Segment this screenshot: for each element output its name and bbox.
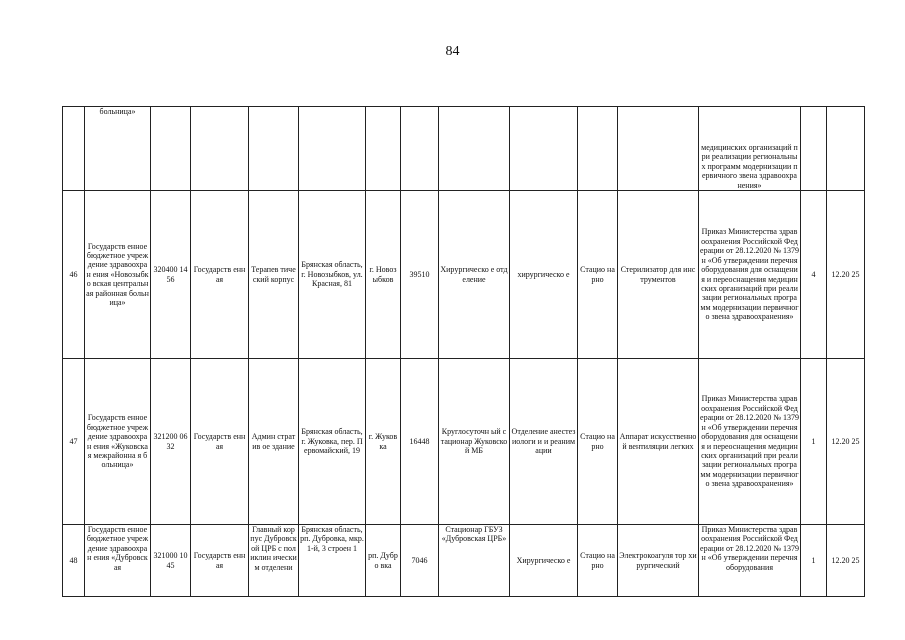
cell-ownership: Государств енная: [191, 191, 249, 359]
cell-city: [366, 107, 401, 191]
cell-form: Стацио нарно: [578, 191, 618, 359]
cell-ownership: [191, 107, 249, 191]
cell-building: Админ стратив ое здание: [249, 359, 299, 525]
cell-department: [439, 107, 510, 191]
cell-equipment: Стерилизатор для инструментов: [618, 191, 699, 359]
cell-building: [249, 107, 299, 191]
cell-code: 321200 0632: [151, 359, 191, 525]
cell-org: Государств енное бюджетное учреждение здравоохран ения «Жуковская межрайонна я больница»: [85, 359, 151, 525]
cell-date: 12.20 25: [827, 359, 865, 525]
cell-city: рп. Дубро вка: [366, 525, 401, 597]
cell-address: Брянская область, г. Жуковка, пер. Первомайский, 19: [299, 359, 366, 525]
cell-okato: [401, 107, 439, 191]
cell-org: больница»: [85, 107, 151, 191]
cell-qty: [801, 107, 827, 191]
cell-basis: Приказ Министерства здравоохранения Российской Федерации от 28.12.2020 № 1379н «Об утверждении перечня оборудования для оснащения и переоснащения медицинских организаций при реализации региональных программ модернизации первичного звена здравоохранения»: [699, 191, 801, 359]
cell-org: Государств енное бюджетное учреждение здравоохран ения «Дубровская: [85, 525, 151, 597]
table-row: [63, 359, 865, 525]
cell-city: г. Жуков ка: [366, 359, 401, 525]
cell-profile: Отделение анестезиологи и и реанимации: [510, 359, 578, 525]
cell-department: Хирургическо е отделение: [439, 191, 510, 359]
cell-okato: 39510: [401, 191, 439, 359]
cell-profile: Хирургическо е: [510, 525, 578, 597]
cell-org: Государств енное бюджетное учреждение здравоохран ения «Новозыбко вская центральная районная больница»: [85, 191, 151, 359]
cell-num: 46: [63, 191, 85, 359]
cell-department: Стационар ГБУЗ «Дубровская ЦРБ»: [439, 525, 510, 597]
cell-code: 321000 1045: [151, 525, 191, 597]
table-row: [63, 525, 865, 597]
equipment-table: [62, 106, 865, 597]
cell-qty: 1: [801, 359, 827, 525]
cell-city: г. Новоз ыбков: [366, 191, 401, 359]
cell-ownership: Государств енная: [191, 359, 249, 525]
cell-address: Брянская область, г. Новозыбков, ул. Красная, 81: [299, 191, 366, 359]
cell-code: 320400 1456: [151, 191, 191, 359]
cell-ownership: Государств енная: [191, 525, 249, 597]
cell-okato: 16448: [401, 359, 439, 525]
cell-basis: медицинских организаций при реализации региональных программ модернизации первичного звена здравоохранения»: [699, 107, 801, 191]
cell-building: Терапев тический корпус: [249, 191, 299, 359]
cell-okato: 7046: [401, 525, 439, 597]
cell-address: Брянская область, рп. Дубровка, мкр. 1-й, 3 строен 1: [299, 525, 366, 597]
cell-address: [299, 107, 366, 191]
cell-department: Круглосуточн ый стационар Жуковской МБ: [439, 359, 510, 525]
cell-form: Стацио нарно: [578, 525, 618, 597]
cell-qty: 4: [801, 191, 827, 359]
cell-form: Стацио нарно: [578, 359, 618, 525]
cell-qty: 1: [801, 525, 827, 597]
cell-num: [63, 107, 85, 191]
page-number: 84: [445, 44, 460, 59]
cell-profile: [510, 107, 578, 191]
cell-date: [827, 107, 865, 191]
cell-building: Главный корпус Дубровск ой ЦРБ с поликлин ическим отделени: [249, 525, 299, 597]
cell-date: 12.20 25: [827, 525, 865, 597]
cell-profile: хирургическо е: [510, 191, 578, 359]
cell-basis: Приказ Министерства здравоохранения Российской Федерации от 28.12.2020 № 1379н «Об утверждении перечня оборудования: [699, 525, 801, 597]
cell-basis: Приказ Министерства здравоохранения Российской Федерации от 28.12.2020 № 1379н «Об утверждении перечня оборудования для оснащения и переоснащения медицинских организаций при реализации региональных программ модернизации первичного звена здравоохранения»: [699, 359, 801, 525]
table-row: [63, 107, 865, 191]
cell-num: 47: [63, 359, 85, 525]
cell-date: 12.20 25: [827, 191, 865, 359]
cell-equipment: Аппарат искусственной вентиляции легких: [618, 359, 699, 525]
table-row: [63, 191, 865, 359]
cell-code: [151, 107, 191, 191]
cell-form: [578, 107, 618, 191]
cell-num: 48: [63, 525, 85, 597]
cell-equipment: [618, 107, 699, 191]
cell-equipment: Электрокоагуля тор хирургический: [618, 525, 699, 597]
